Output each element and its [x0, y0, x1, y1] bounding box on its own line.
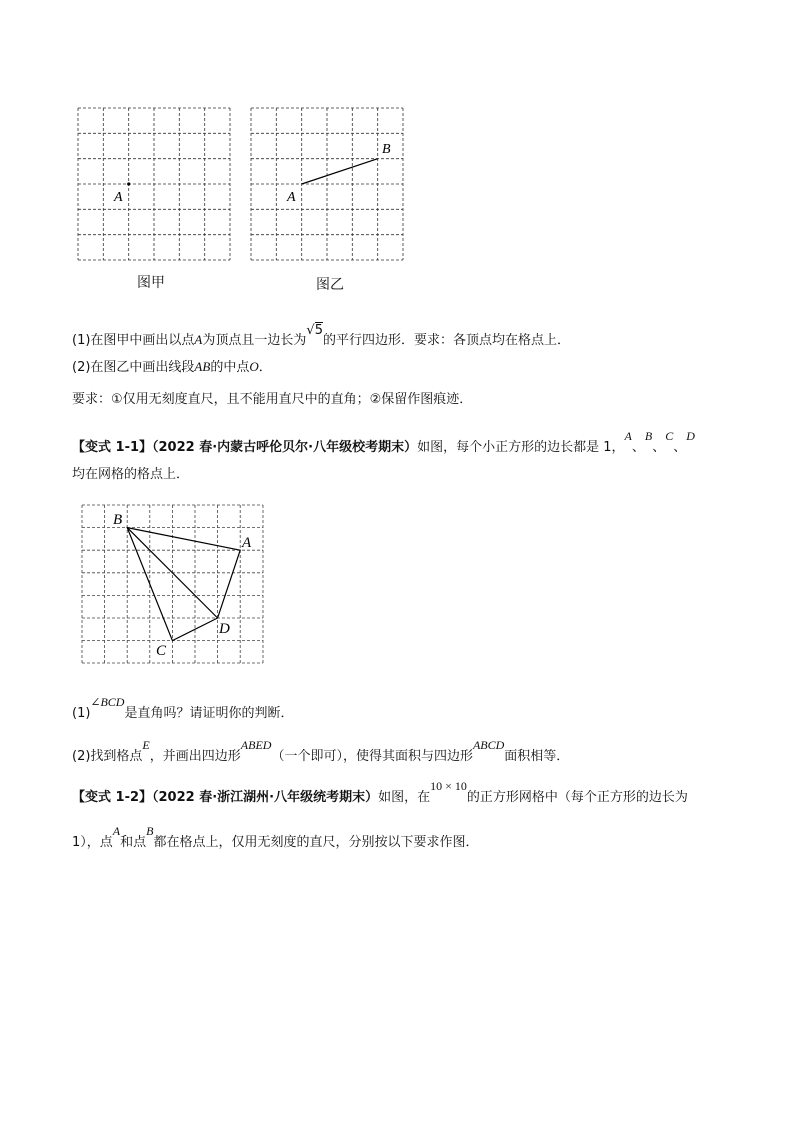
- point-a-jia: [127, 182, 130, 185]
- segment-ab: [302, 159, 378, 184]
- variant1-line2: 均在网格的格点上．: [72, 467, 190, 482]
- caption-jia: 图甲: [137, 275, 165, 291]
- label-b-yi: B: [382, 142, 391, 157]
- variant1-heading: 【变式 1-1】（2022 春·内蒙古呼伦贝尔·八年级校考期末）如图，每个小正方形的边长都是 1，A、B、C、D: [72, 429, 695, 455]
- variant1-q1: (1)∠BCD是直角吗？请证明你的判断．: [72, 695, 294, 721]
- caption-yi: 图乙: [316, 277, 344, 293]
- label-a-yi: A: [287, 190, 296, 205]
- grid-figure-jia: [76, 106, 236, 266]
- problem-q1: (1)在图甲中画出以点A为顶点且一边长为√5的平行四边形．要求：各顶点均在格点上．: [72, 323, 570, 348]
- grid-figure-yi: [249, 106, 409, 266]
- label-d: D: [219, 621, 230, 637]
- variant2-line2: 1），点A和点B都在格点上，仅用无刻度的直尺，分别按以下要求作图．: [72, 824, 479, 850]
- label-a: A: [242, 535, 252, 551]
- variant2-heading: 【变式 1-2】（2022 春·浙江湖州·八年级统考期末）如图，在10 × 10的正方形网格中（每个正方形的边长为: [72, 779, 688, 805]
- problem-q2: (2)在图乙中画出线段AB的中点O．: [72, 359, 272, 375]
- label-b: B: [113, 512, 123, 528]
- variant1-q2: (2)找到格点E，并画出四边形ABED（一个即可），使得其面积与四边形ABCD面积相等．: [72, 738, 570, 764]
- label-a-jia: A: [114, 190, 123, 205]
- grid-figure-variant1: [78, 500, 268, 670]
- problem-requirement: 要求：①仅用无刻度直尺，且不能用直尺中的直角；②保留作图痕迹．: [72, 392, 473, 407]
- label-c: C: [156, 643, 167, 659]
